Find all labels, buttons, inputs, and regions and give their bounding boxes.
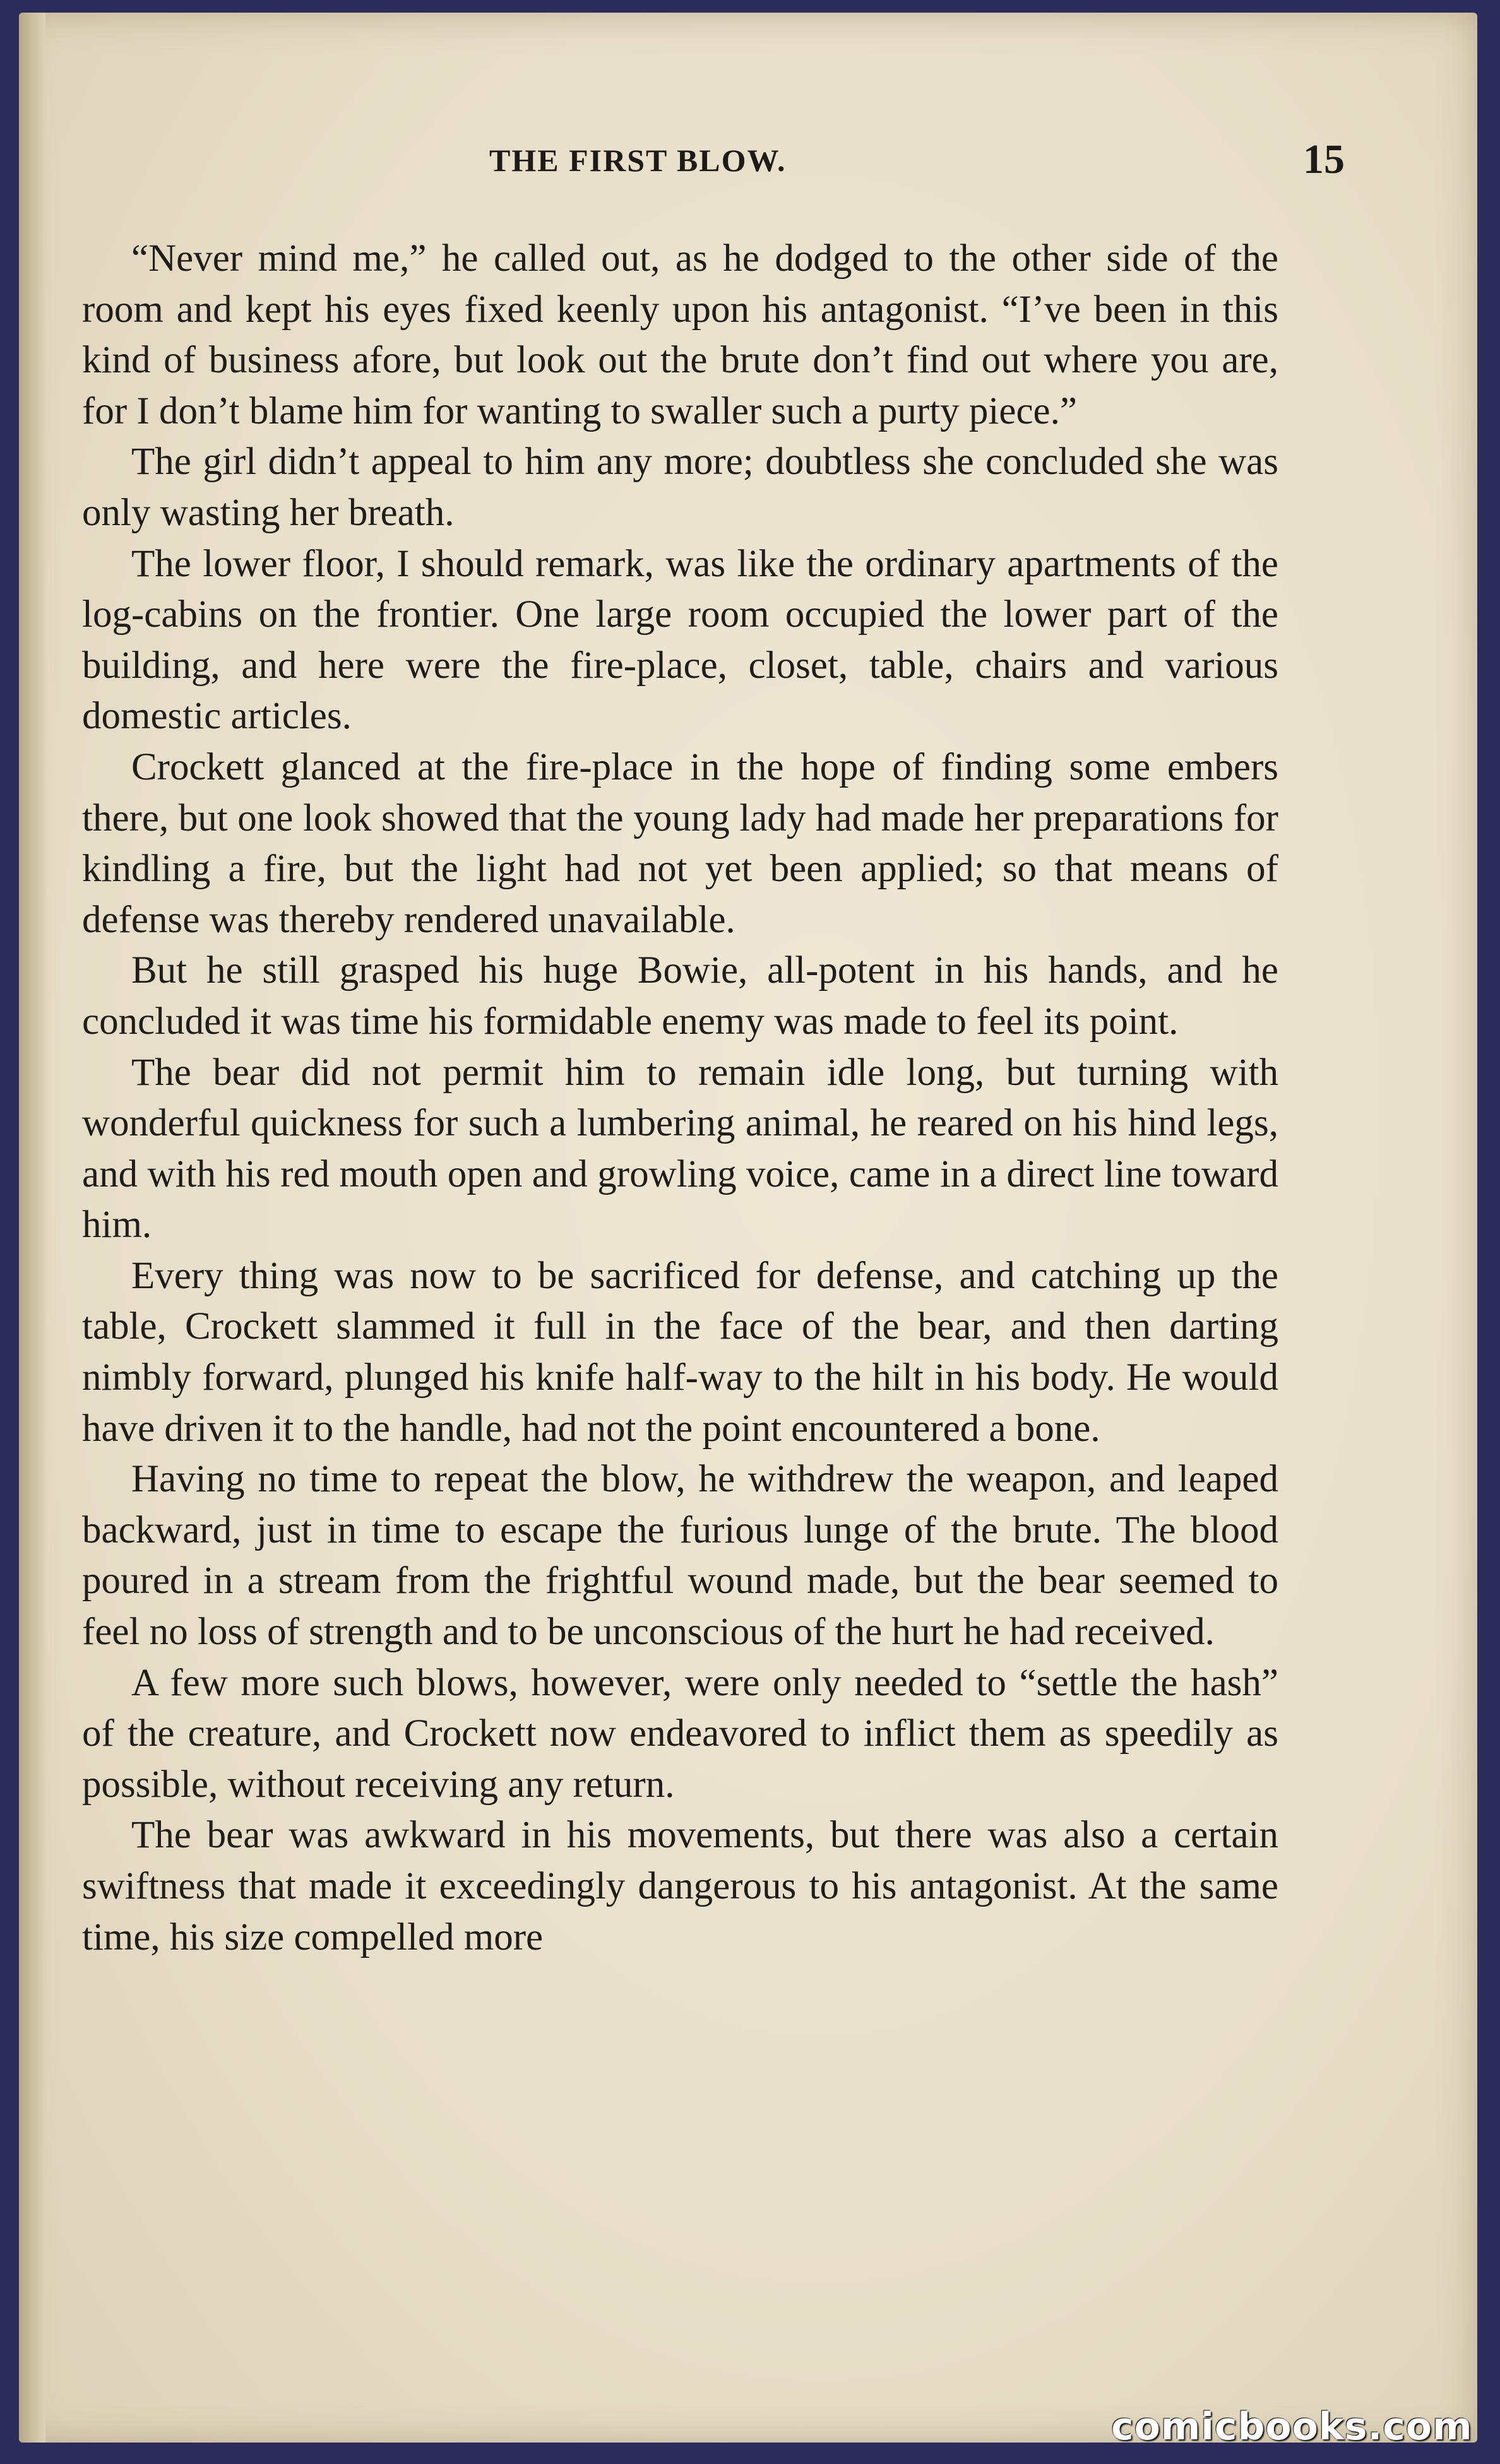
paragraph: The bear was awkward in his movements, but there was also a certain swiftness that made it exceedingly dangerous to his antagonist. At the same time, his size compelled more — [82, 1814, 1278, 1958]
page-number: 15 — [1303, 136, 1345, 182]
running-head: THE FIRST BLOW. — [489, 143, 787, 178]
paragraph: Crockett glanced at the fire-place in the hope of finding some embers there, but one look showed that the young lady had made her preparations for kindling a fire, but the light had not yet been applied; so that means of defense was thereby rendered unavailable. — [82, 745, 1278, 941]
page-spine-edge — [19, 13, 45, 2443]
paragraph: The girl didn’t appeal to him any more; doubtless she concluded she was only wasting her breath. — [82, 441, 1278, 534]
paragraph: Every thing was now to be sacrificed for defense, and catching up the table, Crockett slammed it full in the face of the bear, and then darting nimbly forward, plunged his knife half-way to the hilt in his body. He would have driven it to the handle, had not the point encountered a bone. — [82, 1254, 1278, 1450]
page-header — [82, 136, 1345, 192]
paragraph: The bear did not permit him to remain idle long, but turning with wonderful quickness for such a lumbering animal, he reared on his hind legs, and with his red mouth open and growling voice, came in a direct line toward him. — [82, 1051, 1278, 1247]
paragraph: Having no time to repeat the blow, he withdrew the weapon, and leaped backward, just in time to escape the furious lunge of the brute. The blood poured in a stream from the frightful wound made, but the bear seemed to feel no loss of strength and to be unconscious of the hurt he had received. — [82, 1458, 1278, 1654]
watermark: comicbooks.com — [1111, 2405, 1473, 2449]
paragraph: The lower floor, I should remark, was like the ordinary apartments of the log-cabins on the frontier. One large room occupied the lower part of the building, and here were the fire-place, closet, table, chairs and various domestic articles. — [82, 542, 1278, 738]
paragraph: “Never mind me,” he called out, as he dodged to the other side of the room and kept his eyes fixed keenly upon his antagonist. “I’ve been in this kind of business afore, but look out the brute don’t find out where you are, for I don’t blame him for wanting to swaller such a purty piece.” — [82, 237, 1278, 432]
book-page — [19, 13, 1477, 2443]
body-text — [82, 234, 1278, 1963]
paragraph: But he still grasped his huge Bowie, all-potent in his hands, and he concluded it was time his formidable enemy was made to feel its point. — [82, 949, 1278, 1043]
paragraph: A few more such blows, however, were only needed to “settle the hash” of the creature, and Crockett now endeavored to inflict them as speedily as possible, without receiving any return. — [82, 1661, 1278, 1806]
